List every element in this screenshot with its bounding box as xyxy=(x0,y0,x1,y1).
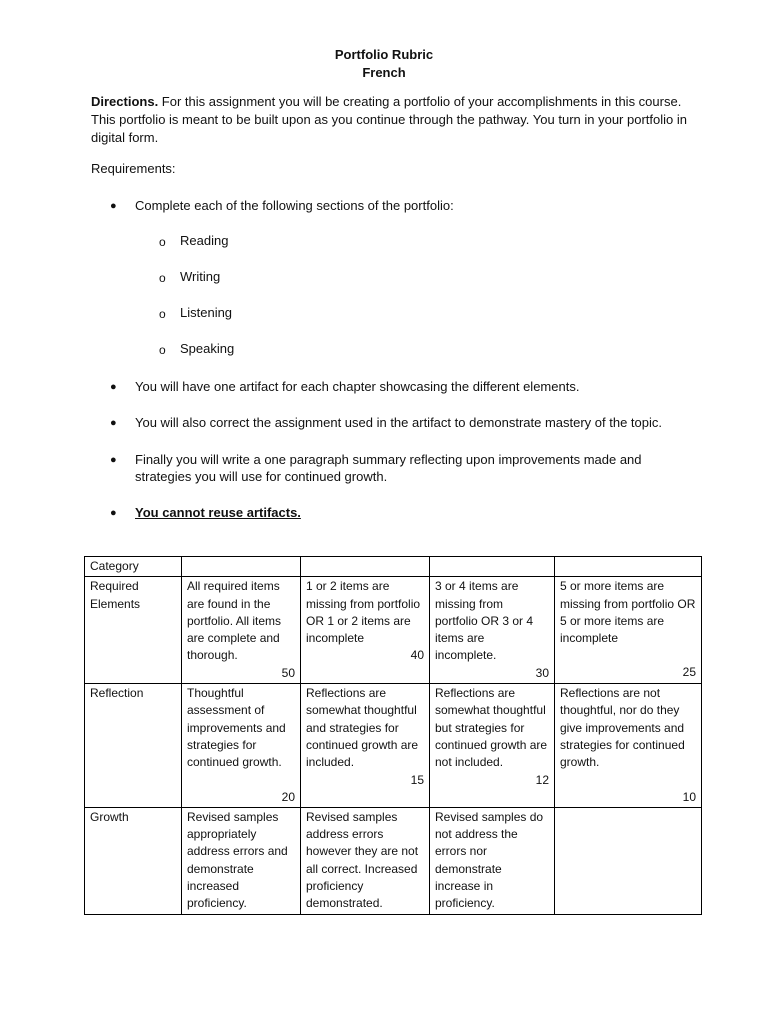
sub-bullet-icon: o xyxy=(159,343,166,357)
criteria-cell xyxy=(555,807,702,914)
section-item: Reading xyxy=(180,233,229,248)
criteria-text: All required items are found in the portfolio. All items are complete and thorough. xyxy=(187,579,282,663)
criteria-text: 5 or more items are missing from portfolio OR 5 or more items are incomplete xyxy=(560,579,696,646)
header-cell: Category xyxy=(85,557,182,577)
category-cell: Required Elements xyxy=(85,577,182,684)
doc-subtitle: French xyxy=(362,65,406,80)
sub-bullet-icon: o xyxy=(159,307,166,321)
category-cell: Reflection xyxy=(85,684,182,808)
bullet-text-emphasis: You cannot reuse artifacts. xyxy=(135,505,301,520)
criteria-text: Revised samples do not address the errors nor demonstrate increase in proficiency. xyxy=(435,809,544,911)
header-cell xyxy=(555,557,702,577)
criteria-text: Thoughtful assessment of improvements and strategies for continued growth. xyxy=(187,686,286,770)
criteria-text: Revised samples appropriately address errors and demonstrate increased proficiency. xyxy=(187,809,288,911)
header-cell xyxy=(430,557,555,577)
bullet-icon: ● xyxy=(110,381,117,393)
header-cell xyxy=(301,557,430,577)
criteria-cell xyxy=(182,577,301,684)
score-value: 15 xyxy=(410,772,424,787)
directions-text: For this assignment you will be creating a portfolio of your accomplishments in this course. This portfolio is meant to be built upon as you continue through the pathway. You turn in your portfolio in digital form. xyxy=(91,94,687,145)
bullet-text: Complete each of the following sections of the portfolio: xyxy=(135,198,454,213)
score-value: 10 xyxy=(682,789,696,804)
bullet-text: You will have one artifact for each chapter showcasing the different elements. xyxy=(135,379,580,394)
criteria-cell xyxy=(430,577,555,684)
score-value: 20 xyxy=(281,789,295,804)
criteria-cell xyxy=(430,807,555,914)
score-value: 30 xyxy=(535,665,549,680)
sub-bullet-icon: o xyxy=(159,235,166,249)
rubric-table xyxy=(84,556,702,915)
bullet-text: Finally you will write a one paragraph summary reflecting upon improvements made and strategies you will use for continued growth. xyxy=(135,452,642,484)
directions-paragraph xyxy=(91,93,691,147)
section-item: Speaking xyxy=(180,341,235,356)
score-value: 25 xyxy=(682,665,696,680)
criteria-text: Reflections are somewhat thoughtful but strategies for continued growth are not included. xyxy=(435,686,548,770)
criteria-cell xyxy=(301,684,430,808)
section-item: Listening xyxy=(180,305,233,320)
criteria-text: 3 or 4 items are missing from portfolio OR 3 or 4 items are incomplete. xyxy=(435,579,534,663)
bullet-icon: ● xyxy=(110,454,117,466)
table-row xyxy=(85,577,702,684)
criteria-cell xyxy=(555,684,702,808)
requirements-label: Requirements: xyxy=(91,161,176,176)
table-row xyxy=(85,807,702,914)
score-value: 50 xyxy=(281,665,295,680)
score-value: 40 xyxy=(410,648,424,663)
header-cell xyxy=(182,557,301,577)
criteria-cell xyxy=(430,684,555,808)
bullet-icon: ● xyxy=(110,417,117,429)
criteria-cell xyxy=(301,577,430,684)
criteria-cell xyxy=(555,577,702,684)
bullet-text: You will also correct the assignment used in the artifact to demonstrate mastery of the topic. xyxy=(135,415,663,430)
criteria-cell xyxy=(301,807,430,914)
sub-bullet-icon: o xyxy=(159,271,166,285)
table-row xyxy=(85,684,702,808)
directions-label: Directions. xyxy=(91,94,159,109)
category-cell: Growth xyxy=(85,807,182,914)
section-item: Writing xyxy=(180,269,221,284)
doc-title: Portfolio Rubric xyxy=(334,47,434,62)
criteria-cell xyxy=(182,807,301,914)
bullet-icon: ● xyxy=(110,200,117,212)
score-value: 12 xyxy=(535,772,549,787)
criteria-text: 1 or 2 items are missing from portfolio OR 1 or 2 items are incomplete xyxy=(306,579,421,646)
criteria-cell xyxy=(182,684,301,808)
bullet-icon: ● xyxy=(110,507,117,519)
criteria-text: Reflections are not thoughtful, nor do they give improvements and strategies for continued growth. xyxy=(560,686,685,770)
table-header-row xyxy=(85,557,702,577)
criteria-text: Reflections are somewhat thoughtful and strategies for continued growth are included. xyxy=(306,686,419,770)
criteria-text: Revised samples address errors however they are not all correct. Increased proficiency demonstrated. xyxy=(306,809,419,911)
